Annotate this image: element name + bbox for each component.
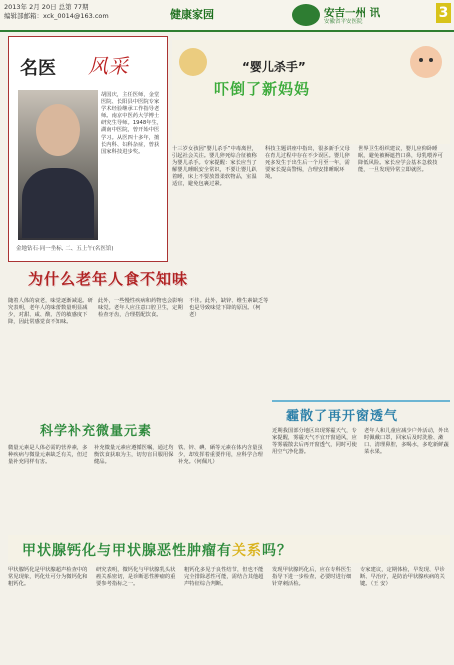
doctor-suit (22, 168, 94, 238)
mingyi-name: 风采 (88, 54, 128, 78)
article-trace-title: 科学补充微量元素 (40, 424, 153, 439)
article-trace-column-3: 铁、锌、碘、硒等元素在体内含量虽少，却发挥着重要作用，应科学合理补充。（何佩凡） (178, 445, 263, 466)
issue-date: 2013年 2月 20日 总第 77期 (4, 3, 89, 11)
baby-decor-icon (405, 42, 447, 90)
thyroid-title-end: 吗？ (262, 543, 292, 559)
issue-meta (4, 3, 109, 21)
article-trace-column-2: 补充微量元素应遵循医嘱，通过均衡饮食获取为主，切勿盲目服用保健品。 (94, 445, 174, 466)
feature-subtitle: 吓倒了新妈妈 (214, 80, 311, 98)
mingyi-label: 名医 (20, 58, 56, 79)
article-thyroid-column-1: 甲状腺钙化是甲状腺超声检查中的常见现象，钙化灶可分为微钙化和粗钙化。 (8, 567, 88, 588)
feature-column-3: 世界卫生组织建议，婴儿应仰卧睡眠，避免被褥遮挡口鼻，母乳喂养可降低风险。家长应学会基本急救技能，一旦发现异常立即就医。 (358, 146, 443, 174)
article-smog-column-2: 老年人和儿童应减少户外活动，外出时佩戴口罩，回家后及时洗脸、漱口、清理鼻腔，多喝水，多吃新鲜蔬菜水果。 (364, 428, 449, 456)
article-smog-column-1: 近期我国部分地区出现雾霾天气，专家提醒，雾霾天气不宜开窗通风，应等雾霾散去后再开窗透气，同时可使用空气净化器。 (272, 428, 357, 456)
article-thyroid-title (22, 540, 292, 560)
thyroid-title-start: 甲状腺钙化与甲状腺恶性肿瘤有 (22, 543, 232, 559)
article-thyroid-column-2: 研究表明，微钙化与甲状腺乳头状癌关系密切，是诊断恶性肿瘤的重要参考指标之一。 (96, 567, 176, 588)
feature-title: “婴儿杀手” (242, 60, 306, 74)
article-thyroid-column-5: 专家建议，定期体检，早发现、早诊断、早治疗，是防治甲状腺疾病的关键。（王 安） (360, 567, 445, 588)
lantern-decor-icon (174, 42, 212, 82)
feature-column-2: 科技主题讲座中指出，很多新手父母在育儿过程中存在不少误区。婴儿猝死多发生于出生后一个月至一年，需要家长提高警惕，合理安排睡眠环境。 (265, 146, 350, 181)
paper-name: 安吉一州 讯 (324, 7, 381, 19)
smog-article-rule (272, 400, 450, 402)
photo-caption: 金地钻石·同一坐标, 二、五上午(名医馆) (16, 246, 114, 252)
section-title: 健康家园 (170, 8, 214, 21)
article-thyroid-column-4: 发现甲状腺钙化后，应在专科医生指导下进一步检查，必要时进行细针穿刺活检。 (272, 567, 352, 588)
hospital-logo-icon (292, 4, 320, 26)
doctor-face (36, 104, 80, 156)
article-thyroid-column-3: 粗钙化多见于良性结节，但也不能完全排除恶性可能，需结合其他超声特征综合判断。 (184, 567, 264, 588)
article-taste-column-1: 随着人体的衰老，味觉逐渐减退。研究表明，老年人的味蕾数量明显减少，对甜、咸、酸、苦的敏感度下降，因此常感觉食不知味。 (8, 298, 93, 326)
article-taste-column-2: 此外，一些慢性疾病和药物也会影响味觉。老年人应注意口腔卫生，定期检查牙齿，合理搭配饮食。 (98, 298, 183, 319)
doctor-bio: 胡国庆，主任医师，金堂医院、长阳县中医院专家学术经验继承工作指导老师。南京中医药大学博士研究生导师。1948年生，湖南中医院，曾开始中医学习。从医四十多年，擅长内科、妇科杂症，曾获国家科技进步奖。 (101, 92, 163, 155)
article-taste-column-3: 不佳。此外，缺锌、维生素缺乏等也是导致味觉下降的原因。（柯 老） (189, 298, 269, 319)
paper-subtitle: 安徽省平安医院 (324, 19, 363, 25)
article-smog-title: 霾散了再开窗透气 (286, 409, 399, 424)
article-trace-column-1: 微量元素是人体必需的营养素，多种疾病与微量元素缺乏有关，但过量补充同样有害。 (8, 445, 88, 466)
feature-column-1: 十三岁女孩因“婴儿杀手”中毒离世，引起社会关注。婴儿猝死综合征被称为婴儿杀手。专家提醒：家长应当了解婴儿睡眠安全常识，不要让婴儿趴着睡，床上不要放置柔软物品，室温适宜，避免包裹过紧。 (172, 146, 257, 188)
article-taste-title: 为什么老年人食不知味 (28, 270, 189, 288)
page-number: 3 (436, 3, 451, 23)
thyroid-title-highlight: 关系 (232, 543, 262, 559)
editor-email: 编辑部邮箱：xck_0014@163.com (4, 12, 109, 20)
